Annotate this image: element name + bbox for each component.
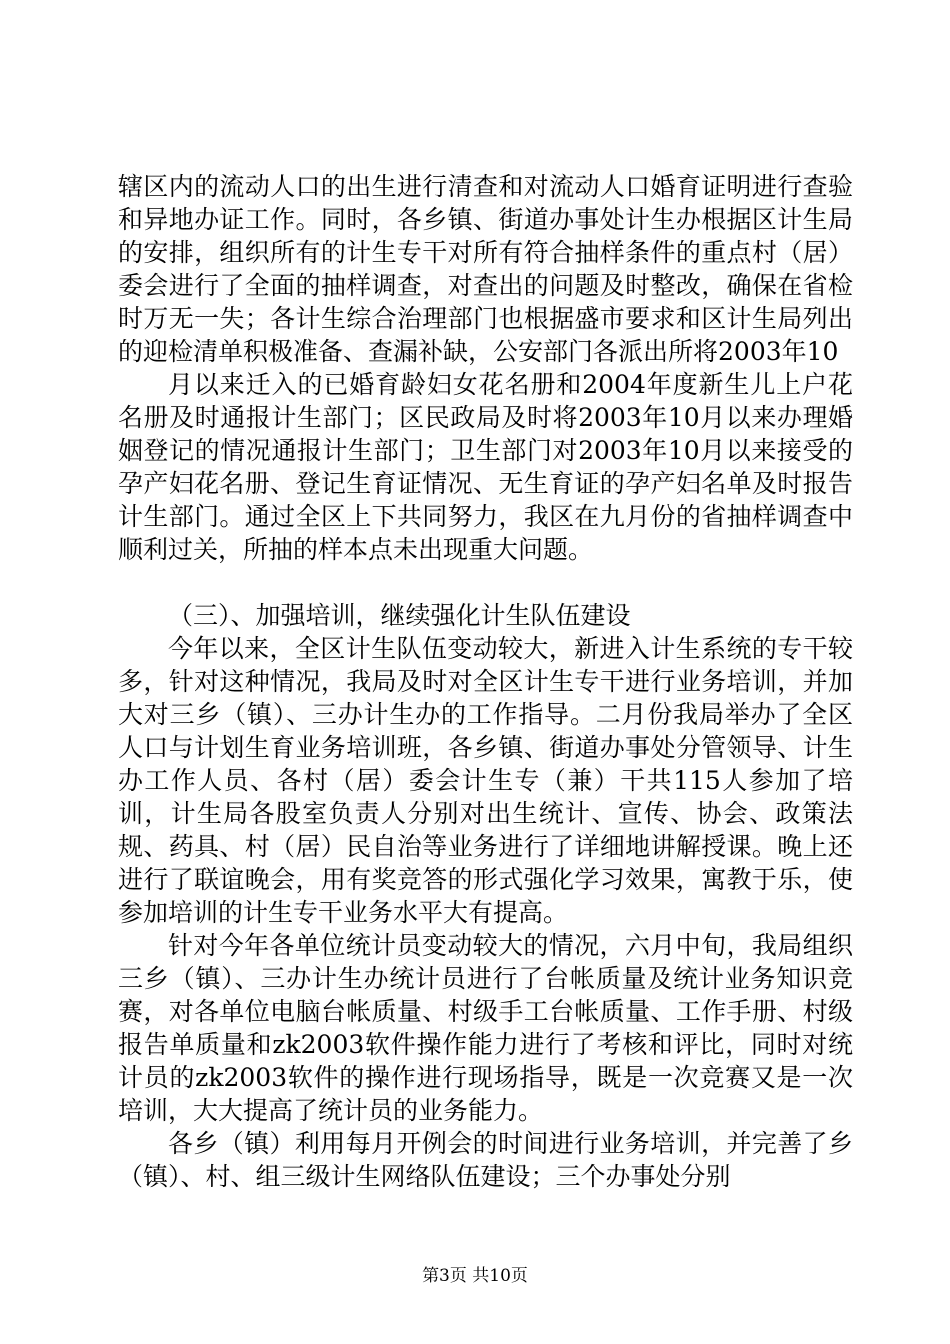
page-footer [0, 1265, 950, 1287]
body-paragraph-1: 辖区内的流动人口的出生进行清查和对流动人口婚育证明进行查验和异地办证工作。同时，各乡镇、街道办事处计生办根据区计生局的安排，组织所有的计生专干对所有符合抽样条件的重点村（居）委会进行了全面的抽样调查，对查出的问题及时整改，确保在省检时万无一失；各计生综合治理部门也根据盛市要求和区计生局列出的迎检清单积极准备、查漏补缺，公安部门各派出所将2003年10 [118, 172, 853, 366]
body-paragraph-2: 月以来迁入的已婚育龄妇女花名册和2004年度新生儿上户花名册及时通报计生部门；区民政局及时将2003年10月以来办理婚姻登记的情况通报计生部门；卫生部门对2003年10月以来接受的孕产妇花名册、登记生育证情况、无生育证的孕产妇名单及时报告计生部门。通过全区上下共同努力，我区在九月份的省抽样调查中顺利过关，所抽的样本点未出现重大问题。 [118, 370, 853, 564]
body-paragraph-4: 针对今年各单位统计员变动较大的情况，六月中旬，我局组织三乡（镇）、三办计生办统计员进行了台帐质量及统计业务知识竞赛，对各单位电脑台帐质量、村级手工台帐质量、工作手册、村级报告单质量和zk2003软件操作能力进行了考核和评比，同时对统计员的zk2003软件的操作进行现场指导，既是一次竞赛又是一次培训，大大提高了统计员的业务能力。 [118, 931, 853, 1125]
body-paragraph-5: 各乡（镇）利用每月开例会的时间进行业务培训，并完善了乡（镇）、村、组三级计生网络队伍建设；三个办事处分别 [118, 1129, 853, 1191]
page-number-label: 第3页 共10页 [422, 1266, 528, 1286]
paragraph-spacer [118, 566, 853, 599]
section-heading: （三）、加强培训，继续强化计生队伍建设 [168, 601, 631, 630]
body-paragraph-3: 今年以来，全区计生队伍变动较大，新进入计生系统的专干较多，针对这种情况，我局及时对全区计生专干进行业务培训，并加大对三乡（镇）、三办计生办的工作指导。二月份我局举办了全区人口与计划生育业务培训班，各乡镇、街道办事处分管领导、计生办工作人员、各村（居）委会计生专（兼）干共115人参加了培训，计生局各股室负责人分别对出生统计、宣传、协会、政策法规、药具、村（居）民自治等业务进行了详细地讲解授课。晚上还进行了联谊晚会，用有奖竞答的形式强化学习效果，寓教于乐，使参加培训的计生专干业务水平大有提高。 [118, 634, 853, 927]
document-body [118, 170, 853, 1193]
